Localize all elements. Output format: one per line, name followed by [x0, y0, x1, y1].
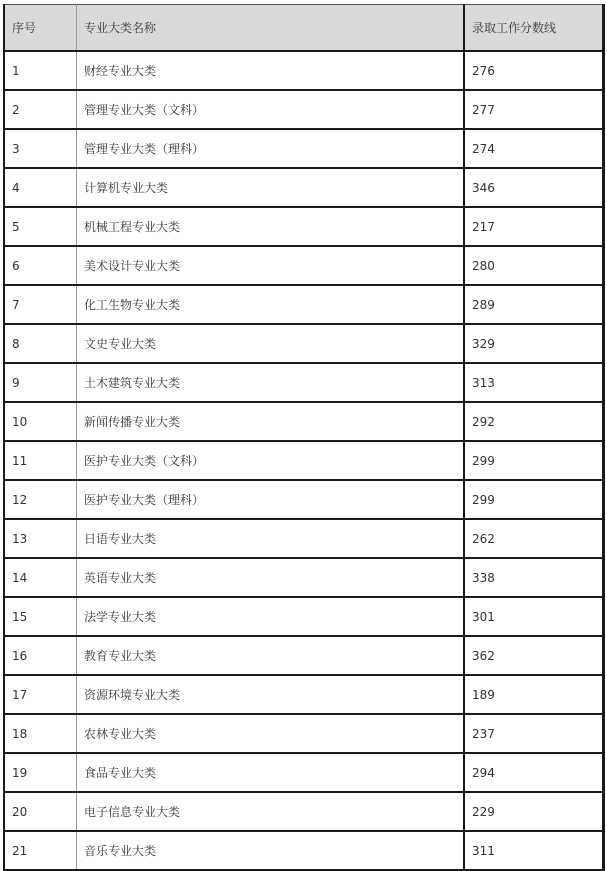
row-score: 217 — [464, 207, 604, 246]
header-major-category: 专业大类名称 — [77, 5, 465, 52]
row-index: 9 — [4, 363, 77, 402]
row-score: 311 — [464, 831, 604, 870]
row-score: 338 — [464, 558, 604, 597]
table-row — [4, 207, 604, 246]
row-major-name: 财经专业大类 — [77, 51, 465, 90]
row-score: 313 — [464, 363, 604, 402]
row-index: 8 — [4, 324, 77, 363]
row-major-name: 机械工程专业大类 — [77, 207, 465, 246]
table-row — [4, 519, 604, 558]
row-score: 292 — [464, 402, 604, 441]
row-score: 189 — [464, 675, 604, 714]
row-major-name: 资源环境专业大类 — [77, 675, 465, 714]
row-major-name: 日语专业大类 — [77, 519, 465, 558]
row-major-name: 法学专业大类 — [77, 597, 465, 636]
row-score: 277 — [464, 90, 604, 129]
table-row — [4, 324, 604, 363]
row-major-name: 管理专业大类（文科） — [77, 90, 465, 129]
table-row — [4, 675, 604, 714]
table-row — [4, 636, 604, 675]
table-row — [4, 168, 604, 207]
table-row — [4, 714, 604, 753]
table-row — [4, 792, 604, 831]
table-row — [4, 90, 604, 129]
header-index: 序号 — [4, 5, 77, 52]
row-major-name: 文史专业大类 — [77, 324, 465, 363]
row-score: 274 — [464, 129, 604, 168]
table-body — [4, 51, 604, 870]
row-score: 301 — [464, 597, 604, 636]
table-row — [4, 363, 604, 402]
table-row — [4, 246, 604, 285]
header-row — [4, 5, 604, 52]
row-major-name: 英语专业大类 — [77, 558, 465, 597]
row-major-name: 音乐专业大类 — [77, 831, 465, 870]
row-score: 289 — [464, 285, 604, 324]
row-major-name: 教育专业大类 — [77, 636, 465, 675]
table-row — [4, 597, 604, 636]
table-row — [4, 441, 604, 480]
row-major-name: 食品专业大类 — [77, 753, 465, 792]
row-major-name: 计算机专业大类 — [77, 168, 465, 207]
row-major-name: 土木建筑专业大类 — [77, 363, 465, 402]
row-index: 4 — [4, 168, 77, 207]
row-major-name: 化工生物专业大类 — [77, 285, 465, 324]
row-index: 15 — [4, 597, 77, 636]
row-index: 2 — [4, 90, 77, 129]
row-index: 1 — [4, 51, 77, 90]
row-major-name: 电子信息专业大类 — [77, 792, 465, 831]
table-row — [4, 129, 604, 168]
row-score: 276 — [464, 51, 604, 90]
admission-score-table — [3, 4, 605, 871]
row-index: 17 — [4, 675, 77, 714]
row-major-name: 农林专业大类 — [77, 714, 465, 753]
row-index: 16 — [4, 636, 77, 675]
row-score: 299 — [464, 441, 604, 480]
row-major-name: 医护专业大类（理科） — [77, 480, 465, 519]
row-index: 19 — [4, 753, 77, 792]
row-major-name: 管理专业大类（理科） — [77, 129, 465, 168]
row-major-name: 医护专业大类（文科） — [77, 441, 465, 480]
table-row — [4, 285, 604, 324]
table-row — [4, 402, 604, 441]
row-major-name: 美术设计专业大类 — [77, 246, 465, 285]
table-row — [4, 51, 604, 90]
table-row — [4, 831, 604, 870]
row-index: 21 — [4, 831, 77, 870]
header-admission-score: 录取工作分数线 — [464, 5, 604, 52]
row-index: 6 — [4, 246, 77, 285]
row-major-name: 新闻传播专业大类 — [77, 402, 465, 441]
row-score: 237 — [464, 714, 604, 753]
row-score: 262 — [464, 519, 604, 558]
row-index: 20 — [4, 792, 77, 831]
table-row — [4, 558, 604, 597]
row-index: 12 — [4, 480, 77, 519]
row-score: 346 — [464, 168, 604, 207]
row-score: 299 — [464, 480, 604, 519]
table-header — [4, 5, 604, 52]
row-score: 294 — [464, 753, 604, 792]
row-score: 362 — [464, 636, 604, 675]
row-index: 18 — [4, 714, 77, 753]
row-score: 329 — [464, 324, 604, 363]
row-index: 10 — [4, 402, 77, 441]
row-index: 13 — [4, 519, 77, 558]
row-index: 7 — [4, 285, 77, 324]
row-score: 280 — [464, 246, 604, 285]
row-index: 3 — [4, 129, 77, 168]
row-index: 14 — [4, 558, 77, 597]
row-index: 11 — [4, 441, 77, 480]
row-score: 229 — [464, 792, 604, 831]
row-index: 5 — [4, 207, 77, 246]
table-row — [4, 753, 604, 792]
table-row — [4, 480, 604, 519]
